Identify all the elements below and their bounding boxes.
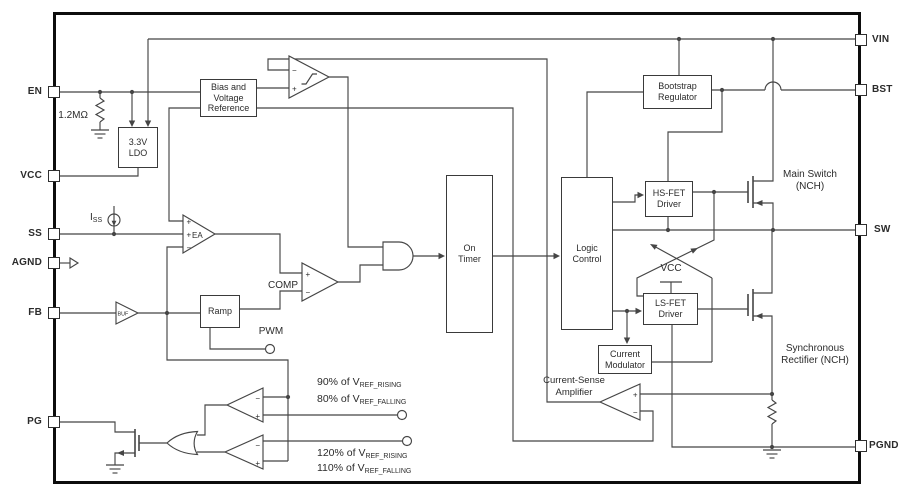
pin-fb	[48, 307, 60, 319]
buf-label: BUF	[117, 311, 129, 318]
threshold-label-110: 110% of $V_{REF\_FALLING}$	[317, 462, 412, 475]
block-on-timer: On Timer	[446, 175, 493, 333]
and-gate	[383, 242, 413, 270]
plus-mark: +	[632, 390, 638, 400]
pin-label-pg: PG	[27, 416, 42, 427]
io-marks	[118, 66, 638, 468]
ground-symbol	[91, 130, 109, 138]
pin-ss	[48, 228, 60, 240]
plus-mark: +	[305, 270, 311, 279]
plus-mark: +	[292, 84, 297, 94]
block-ls-fet-driver: LS-FET Driver	[643, 293, 698, 325]
block-bootstrap-regulator: Bootstrap Regulator	[643, 75, 712, 109]
pin-label-fb: FB	[28, 307, 42, 318]
vcc-tap-label: VCC	[660, 263, 682, 274]
pin-sw	[855, 224, 867, 236]
threshold-label-90: 90% of $V_{REF\_RISING}$	[317, 376, 402, 389]
block-hs-fet-driver: HS-FET Driver	[645, 181, 693, 217]
pwm-label: PWM	[258, 326, 284, 337]
cs-amplifier-label: Current-Sense Amplifier	[543, 375, 605, 398]
schmitt-net	[268, 59, 600, 402]
pin-vcc	[48, 170, 60, 182]
plus-mark: +	[255, 459, 260, 468]
minus-mark: −	[255, 394, 260, 403]
pin-agnd	[48, 257, 60, 269]
or-gate	[167, 432, 198, 455]
pin-label-agnd: AGND	[11, 257, 42, 268]
ea-label: EA	[192, 231, 203, 240]
block-logic-control: Logic Control	[561, 177, 613, 330]
plus-mark: +	[255, 412, 260, 421]
pin-label-en: EN	[27, 86, 42, 97]
pin-pgnd	[855, 440, 867, 452]
minus-mark: −	[305, 288, 311, 297]
pwm-terminal	[266, 345, 275, 354]
minus-mark: −	[292, 66, 297, 75]
threshold-label-120: 120% of $V_{REF\_RISING}$	[317, 447, 408, 460]
block-ldo: 3.3V LDO	[118, 127, 158, 168]
pin-label-ss: SS	[28, 228, 42, 239]
driver-net	[587, 82, 855, 362]
resistor-1m2	[96, 98, 104, 122]
minus-mark: −	[186, 243, 192, 253]
plus-mark: +	[186, 230, 192, 240]
threshold-terminal-120	[403, 437, 412, 446]
cross-arrow-icon	[650, 244, 658, 250]
power-stage	[640, 203, 855, 447]
pin-label-sw: SW	[874, 224, 891, 235]
pin-bst	[855, 84, 867, 96]
threshold-terminal-90	[398, 411, 407, 420]
cross-coupling	[637, 192, 714, 362]
minus-mark: −	[255, 441, 260, 450]
cross-arrow-icon	[690, 248, 698, 254]
ground-symbol	[763, 450, 781, 458]
pin-label-bst: BST	[872, 84, 893, 95]
threshold-label-80: 80% of $V_{REF\_FALLING}$	[317, 393, 407, 406]
vcc-net	[59, 168, 138, 176]
block-ramp: Ramp	[200, 295, 240, 328]
pin-label-vcc: VCC	[20, 170, 42, 181]
pin-label-vin: VIN	[872, 34, 890, 45]
main-switch-label: Main Switch (NCH)	[783, 169, 837, 192]
resistor-label: 1.2MΩ	[58, 110, 88, 121]
block-bias-voltage-reference: Bias and Voltage Reference	[200, 79, 257, 117]
agnd-stub	[59, 258, 78, 268]
iss-label: $I_{SS}$	[90, 212, 103, 224]
agnd-arrow-icon	[70, 258, 78, 268]
ground-symbol	[106, 465, 124, 473]
pin-label-pgnd: PGND	[869, 440, 899, 451]
block-current-modulator: Current Modulator	[598, 345, 652, 374]
pin-vin	[855, 34, 867, 46]
ss-net	[59, 206, 183, 234]
minus-mark: −	[632, 408, 638, 417]
sync-rectifier-label: Synchronous Rectifier (NCH)	[781, 343, 849, 366]
plus-mark: +	[186, 217, 192, 227]
sense-resistor	[768, 400, 776, 424]
pin-pg	[48, 416, 60, 428]
pin-en	[48, 86, 60, 98]
comp-label: COMP	[268, 280, 298, 291]
